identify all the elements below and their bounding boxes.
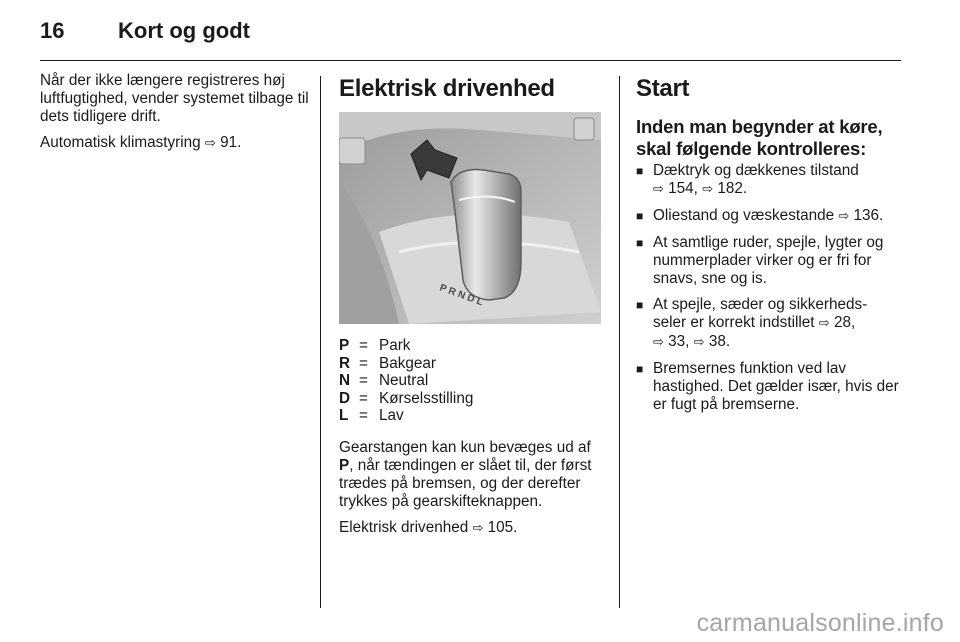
page-reference-icon: ⇨ — [702, 182, 714, 197]
reference-page[interactable]: 136. — [853, 207, 884, 224]
legend-equals: = — [359, 354, 368, 372]
legend-key: N — [339, 372, 351, 389]
reference-page[interactable]: 33, — [668, 333, 690, 350]
legend-equals: = — [359, 337, 368, 354]
legend-row-l — [339, 407, 605, 425]
legend-row-p — [339, 337, 605, 355]
page-reference-icon: ⇨ — [204, 136, 216, 151]
checklist-item — [636, 207, 904, 226]
legend-row-r — [339, 355, 605, 373]
legend-value: Kørselsstilling — [379, 389, 474, 407]
svg-text:P R N D L: P R N D L — [437, 282, 485, 309]
page-reference-icon: ⇨ — [838, 209, 850, 224]
site-watermark: carmanualsonline.info — [696, 609, 944, 637]
section-heading-start: Start — [636, 75, 690, 102]
humidity-paragraph: Når der ikke længere registreres høj luftfugtighed, vender systemet tilbage til dets tidligere drift. — [40, 72, 309, 125]
column-divider-2 — [619, 76, 620, 608]
legend-equals: = — [359, 407, 368, 424]
page-reference-icon: ⇨ — [818, 316, 830, 331]
item-text: Dæktryk og dækkenes tilstand — [653, 162, 859, 179]
legend-equals: = — [359, 389, 368, 407]
page-number: 16 — [40, 18, 65, 43]
drive-unit-reference — [339, 519, 605, 538]
reference-page[interactable]: 154, — [668, 180, 698, 197]
header-divider — [40, 60, 901, 61]
paragraph-text: Gearstangen kan kun bevæges ud af — [339, 438, 591, 456]
reference-page[interactable]: 182. — [717, 180, 748, 197]
reference-page[interactable]: 38. — [708, 333, 731, 350]
legend-key: D — [339, 389, 351, 407]
paragraph-bold-park: P — [339, 456, 350, 474]
legend-key: L — [339, 407, 349, 424]
page-header — [40, 14, 900, 54]
legend-key: R — [339, 354, 351, 372]
gear-lever-paragraph — [339, 439, 605, 511]
paragraph-text: , når tændingen er slået til, der først trædes på bremsen, og der derefter trykkes på gearskifteknappen. — [339, 456, 592, 510]
checklist-item — [636, 234, 904, 288]
column-left — [40, 72, 310, 161]
column-divider-1 — [320, 76, 321, 608]
legend-value: Neutral — [379, 372, 429, 389]
climate-reference — [40, 134, 310, 153]
column-right — [636, 72, 904, 422]
reference-text: Elektrisk drivenhed — [339, 518, 469, 536]
legend-row-n — [339, 372, 605, 390]
section-heading-drive-unit: Elektrisk drivenhed — [339, 75, 555, 102]
checklist-heading: Inden man begynder at køre, skal følgende kontrolleres: — [636, 116, 883, 159]
column-middle — [339, 72, 605, 546]
legend-row-d — [339, 390, 605, 408]
page-title: Kort og godt — [118, 18, 250, 43]
page-reference-icon: ⇨ — [693, 335, 705, 350]
checklist-item — [636, 296, 904, 352]
legend-key: P — [339, 337, 350, 354]
pre-drive-checklist — [636, 162, 904, 414]
page-reference-icon: ⇨ — [653, 335, 664, 350]
page-reference-icon: ⇨ — [653, 182, 664, 197]
reference-page[interactable]: 105. — [487, 518, 518, 536]
legend-value: Lav — [379, 407, 404, 424]
legend-value: Park — [379, 337, 411, 354]
checklist-item — [636, 162, 904, 199]
gear-selector-photo — [339, 112, 601, 324]
item-text: At spejle, sæder og sikkerheds- seler er korrekt indstillet — [653, 296, 868, 331]
gear-legend — [339, 337, 605, 425]
reference-page[interactable]: 91. — [220, 134, 242, 151]
item-text: At samtlige ruder, spejle, lygter og nummerplader virker og er fri for snavs, sne og is. — [653, 234, 884, 287]
page-reference-icon: ⇨ — [472, 520, 484, 536]
legend-equals: = — [359, 372, 368, 389]
reference-text: Automatisk klimastyring — [40, 134, 201, 151]
legend-value: Bakgear — [379, 354, 436, 372]
checklist-item — [636, 360, 904, 414]
item-text: Oliestand og væskestande — [653, 207, 835, 224]
item-text: Bremsernes funktion ved lav hastighed. Det gælder især, hvis der er fugt på bremserne. — [653, 360, 899, 413]
reference-page[interactable]: 28, — [833, 314, 856, 331]
